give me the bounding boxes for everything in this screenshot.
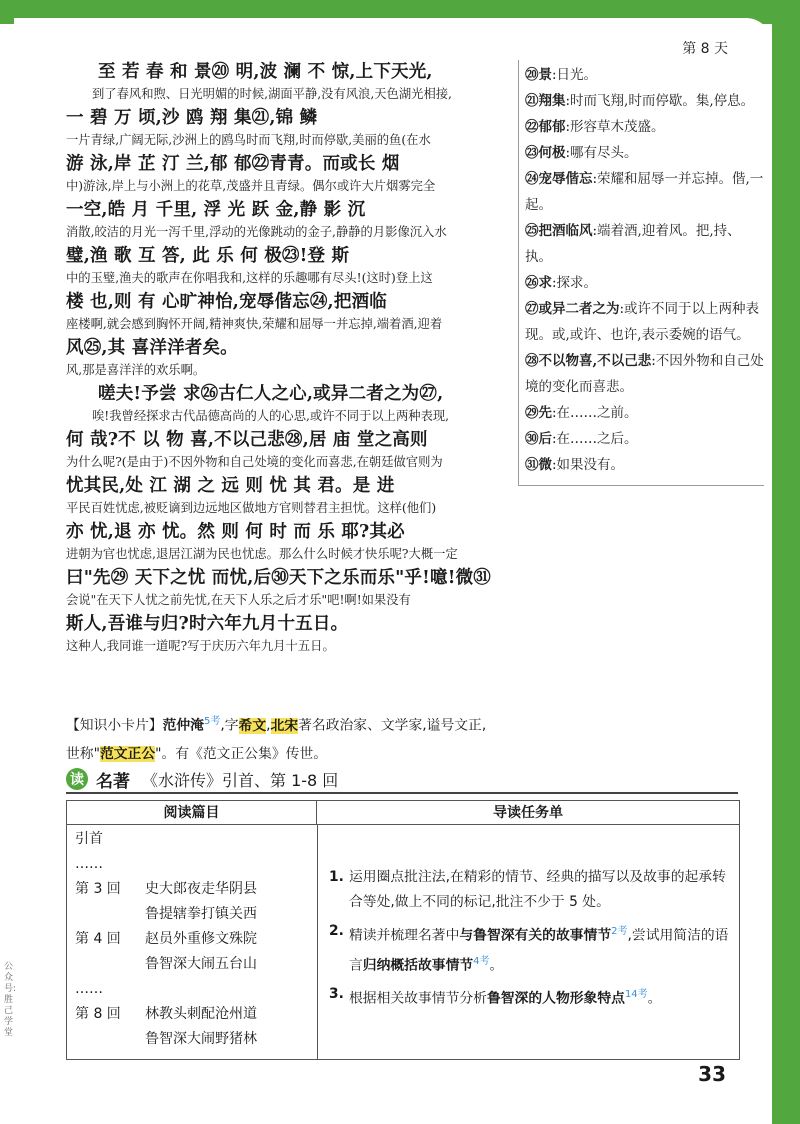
note-item <box>525 348 764 400</box>
translation-line: 唉!我曾经探求古代品德高尚的人的心思,或许不同于以上两种表现, <box>92 409 450 423</box>
highlight-title: 范文正公 <box>99 745 156 762</box>
reading-header <box>66 766 738 794</box>
note-term: ㉕把酒临风 <box>525 223 593 239</box>
chapter-title: 林教头刺配沧州道 <box>145 1006 257 1022</box>
task-number: 3. <box>329 986 344 1003</box>
translation-line: 一片青绿,广阔无际,沙洲上的鸥鸟时而飞翔,时而停歇,美丽的鱼(在水 <box>66 133 431 147</box>
note-definition: :在……之后。 <box>552 431 638 447</box>
right-green-bar <box>772 0 800 1124</box>
original-text-line: 风㉕,其 喜洋洋者矣。 <box>66 338 238 358</box>
note-term: ㉛微 <box>525 457 552 473</box>
task-text-part: 运用圈点批注法,在精彩的情节、经典的描写以及故事的起承转合等处,做上不同的标记,批注不少于 5 处。 <box>349 869 726 910</box>
note-definition: :哪有尽头。 <box>565 145 638 161</box>
note-term: ㉓何极 <box>525 145 566 161</box>
reading-title: 名著 <box>96 771 130 792</box>
task-text-part: ,尝试用简洁的语言 <box>349 927 729 974</box>
task-list <box>329 865 729 1016</box>
original-text-line: 楼 也,则 有 心旷神怡,宠辱偕忘㉔,把酒临 <box>66 292 387 312</box>
note-term: ㉚后 <box>525 431 552 447</box>
note-item <box>525 452 764 478</box>
task-text <box>349 865 729 915</box>
exam-count: 2考 <box>611 926 628 937</box>
original-text-line: 一 碧 万 顷,沙 鸥 翔 集㉑,锦 鳞 <box>66 108 318 128</box>
note-definition: :或许不同于以上两种表现。或,或许、也许,表示委婉的语气。 <box>525 301 760 343</box>
passage-column <box>66 60 504 658</box>
note-definition: :荣耀和屈辱一并忘掉。偕,一起。 <box>525 171 764 213</box>
note-term: ㉖求 <box>525 275 552 291</box>
translation-line: 平民百姓忧虑,被贬谪到边远地区做地方官则替君主担忧。这样(他们) <box>66 501 437 515</box>
ellipsis: …… <box>75 981 103 997</box>
translation-line: 中)游泳,岸上与小洲上的花草,茂盛并且青绿。偶尔或许大片烟雾完全 <box>66 179 436 193</box>
card-label: 【知识小卡片】 <box>66 717 163 734</box>
note-item <box>525 270 764 296</box>
translation-line: 进朝为官也忧虑,退居江湖为民也忧虑。那么什么时候才快乐呢?大概一定 <box>66 547 458 561</box>
ellipsis: …… <box>75 856 103 872</box>
chapter-subtitle: 鲁智深大闹五台山 <box>145 956 257 972</box>
intro-item: 引首 <box>75 831 103 847</box>
day-label: 第 8 天 <box>682 41 728 57</box>
translation-line: 座楼啊,就会感到胸怀开阔,精神爽快,荣耀和屈辱一并忘掉,端着酒,迎着 <box>66 317 443 331</box>
original-text-line: 亦 忧,退 亦 忧。然 则 何 时 而 乐 耶?其必 <box>66 522 405 542</box>
reading-table <box>66 800 740 1060</box>
task-keyword: 归纳概括故事情节 <box>362 957 474 974</box>
note-definition: :端着酒,迎着风。把,持、执。 <box>525 223 741 265</box>
note-item <box>525 296 764 348</box>
card-name: 范仲淹 <box>162 717 204 734</box>
original-text-line: 游 泳,岸 芷 汀 兰,郁 郁㉒青青。而或长 烟 <box>66 154 400 174</box>
original-text-line: 至 若 春 和 景⑳ 明,波 澜 不 惊,上下天光, <box>98 62 433 82</box>
translation-line: 这种人,我同谁一道呢?写于庆历六年九月十五日。 <box>66 639 335 653</box>
highlight-zi: 希文 <box>238 717 267 734</box>
translation-line: 中的玉璧,渔夫的歌声在你唱我和,这样的乐趣哪有尽头!(这时)登上这 <box>66 271 433 285</box>
chapter-number: 第 4 回 <box>75 931 121 947</box>
reading-subtitle: 《水浒传》引首、第 1-8 回 <box>142 770 339 790</box>
original-text-line: 斯人,吾谁与归?时六年九月十五日。 <box>66 614 349 634</box>
task-keyword: 与鲁智深有关的故事情节 <box>459 927 612 944</box>
original-text-line: 一空,皓 月 千里, 浮 光 跃 金,静 影 沉 <box>66 200 366 220</box>
original-text-line: 曰"先㉙ 天下之忧 而忧,后㉚天下之乐而乐"乎!噫!微㉛ <box>66 568 491 588</box>
task-text-part: 。 <box>489 957 504 974</box>
notes-column <box>518 60 764 486</box>
note-term: ㉗或异二者之为 <box>525 301 620 317</box>
col-header-tasks: 导读任务单 <box>317 801 739 825</box>
exam-count: 4考 <box>473 955 490 967</box>
note-term: ㉔宠辱偕忘 <box>525 171 593 187</box>
note-term: ⑳景 <box>525 67 552 83</box>
chapter-title: 赵员外重修文殊院 <box>145 931 257 947</box>
chapter-subtitle: 鲁提辖拳打镇关西 <box>145 906 257 922</box>
note-item <box>525 88 764 114</box>
task-text <box>349 919 729 978</box>
note-definition: :探求。 <box>552 275 598 291</box>
note-item <box>525 140 764 166</box>
note-definition: :不因外物和自己处境的变化而喜悲。 <box>525 353 764 395</box>
original-text-line: 璧,渔 歌 互 答, 此 乐 何 极㉓!登 斯 <box>66 246 350 266</box>
task-text-part: 。 <box>647 990 662 1007</box>
note-definition: :在……之前。 <box>552 405 638 421</box>
translation-line: 会说"在天下人忧之前先忧,在天下人乐之后才乐"吧!啊!如果没有 <box>66 593 411 607</box>
chapter-number: 第 3 回 <box>75 881 121 897</box>
original-text-line: 何 哉?不 以 物 喜,不以己悲㉘,居 庙 堂之高则 <box>66 430 428 450</box>
table-divider <box>317 825 318 1059</box>
card-text: , <box>266 717 271 734</box>
task-keyword: 鲁智深的人物形象特点 <box>486 990 625 1007</box>
task-item <box>329 865 729 915</box>
note-item <box>525 114 764 140</box>
task-item <box>329 982 729 1012</box>
card-text: "。有《范文正公集》传世。 <box>155 745 328 762</box>
note-definition: :形容草木茂盛。 <box>565 119 665 135</box>
chapter-subtitle: 鲁智深大闹野猪林 <box>145 1031 257 1047</box>
col-header-reading: 阅读篇目 <box>67 801 317 825</box>
note-definition: :如果没有。 <box>552 457 625 473</box>
note-definition: :日光。 <box>552 67 598 83</box>
page-number: 33 <box>698 1062 726 1086</box>
translation-line: 风,那是喜洋洋的欢乐啊。 <box>66 363 206 377</box>
original-text-line: 忧其民,处 江 湖 之 远 则 忧 其 君。是 进 <box>66 476 395 496</box>
note-item <box>525 426 764 452</box>
card-text: 世称" <box>66 745 100 762</box>
chapter-item <box>75 927 315 952</box>
exam-count: 5考 <box>203 716 221 727</box>
task-number: 2. <box>329 923 344 939</box>
original-text-line: 嗟夫!予尝 求㉖古仁人之心,或异二者之为㉗, <box>98 384 444 404</box>
side-watermark: 公众号:胜己学堂 <box>4 962 17 1038</box>
translation-line: 为什么呢?(是由于)不因外物和自己处境的变化而喜悲,在朝廷做官则为 <box>66 455 443 469</box>
exam-count: 14考 <box>624 989 648 1001</box>
task-item <box>329 919 729 978</box>
task-number: 1. <box>329 869 344 885</box>
highlight-dynasty: 北宋 <box>270 717 299 734</box>
note-item <box>525 218 764 270</box>
chapter-item <box>75 1002 315 1027</box>
task-text-part: 根据相关故事情节分析 <box>349 990 487 1007</box>
chapter-item <box>75 877 315 902</box>
knowledge-card <box>66 708 506 768</box>
note-term: ㉒郁郁 <box>525 119 566 135</box>
read-badge-icon: 读 <box>66 768 88 790</box>
chapter-number: 第 8 回 <box>75 1006 121 1022</box>
card-text: 著名政治家、文学家,谥号文正, <box>298 717 487 734</box>
task-text-part: 精读并梳理名著中 <box>349 927 460 944</box>
card-text: ,字 <box>220 717 239 734</box>
note-term: ㉑翔集 <box>525 93 566 109</box>
note-item <box>525 400 764 426</box>
note-item <box>525 62 764 88</box>
chapter-title: 史大郎夜走华阴县 <box>145 881 257 897</box>
note-term: ㉘不以物喜,不以己悲 <box>525 353 652 369</box>
chapter-list <box>75 827 315 1052</box>
translation-line: 到了春风和煦、日光明媚的时候,湖面平静,没有风浪,天色湖光相接, <box>92 87 452 101</box>
note-item <box>525 166 764 218</box>
translation-line: 消散,皎洁的月光一泻千里,浮动的光像跳动的金子,静静的月影像沉入水 <box>66 225 447 239</box>
note-definition: :时而飞翔,时而停歇。集,停息。 <box>565 93 755 109</box>
note-term: ㉙先 <box>525 405 552 421</box>
task-text <box>349 982 729 1012</box>
